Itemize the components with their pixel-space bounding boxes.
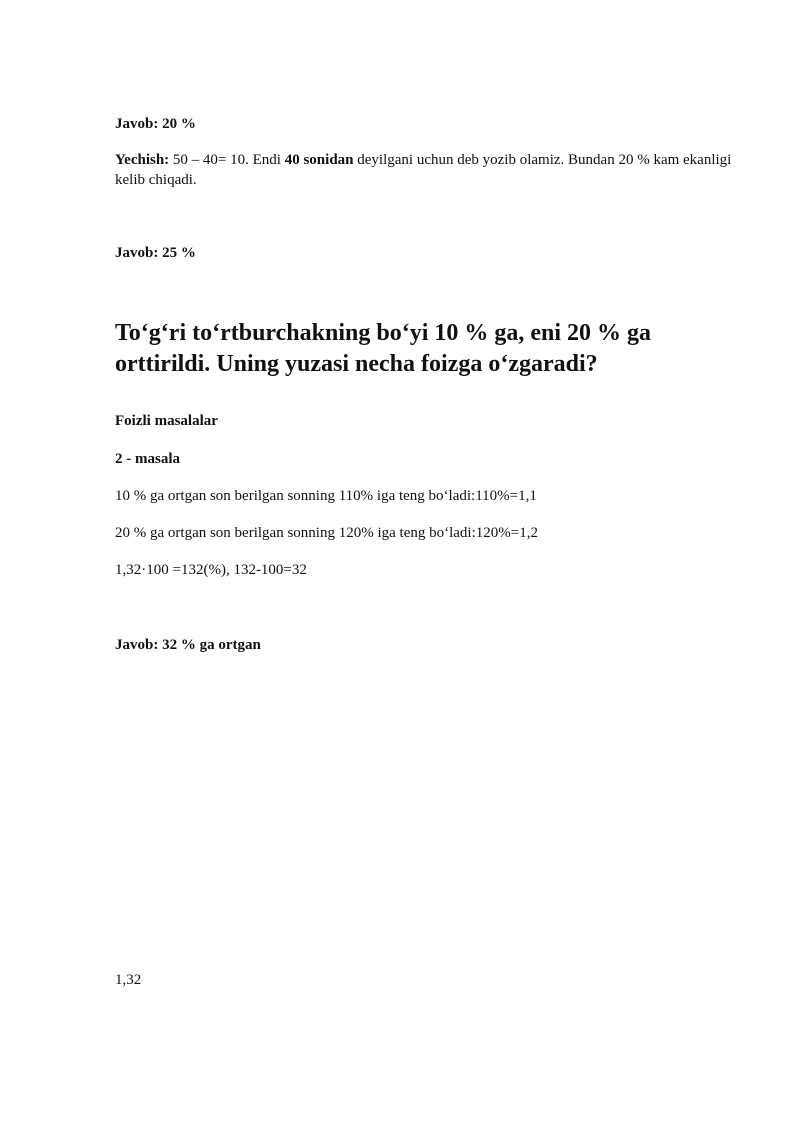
step-2: 20 % ga ortgan son berilgan sonning 120% iga teng bo‘ladi:120%=1,2 <box>115 525 538 541</box>
answer-3: Javob: 32 % ga ortgan <box>115 637 261 653</box>
answer-1: Javob: 20 % <box>115 116 196 132</box>
problem-title: To‘g‘ri to‘rtburchakning bo‘yi 10 % ga, eni 20 % ga orttirildi. Uning yuzasi necha foizga o‘zgaradi? <box>115 320 652 377</box>
answer-2: Javob: 25 % <box>115 245 196 261</box>
step-1: 10 % ga ortgan son berilgan sonning 110% iga teng bo‘ladi:110%=1,1 <box>115 488 537 504</box>
solution-label: Yechish: <box>115 152 170 168</box>
solution-paragraph <box>115 150 735 190</box>
footer-value: 1,32 <box>115 972 142 988</box>
problem-number: 2 - masala <box>115 451 180 467</box>
section-title: Foizli masalalar <box>115 413 218 429</box>
step-3: 1,32·100 =132(%), 132-100=32 <box>115 562 307 578</box>
solution-text-1: 50 – 40= 10. Endi <box>169 152 285 168</box>
solution-text-2: deyilgani uchun deb yozib olamiz. Bundan 20 % kam ekanligi kelib chiqadi. <box>115 152 732 188</box>
solution-emphasis: 40 sonidan <box>284 152 354 168</box>
